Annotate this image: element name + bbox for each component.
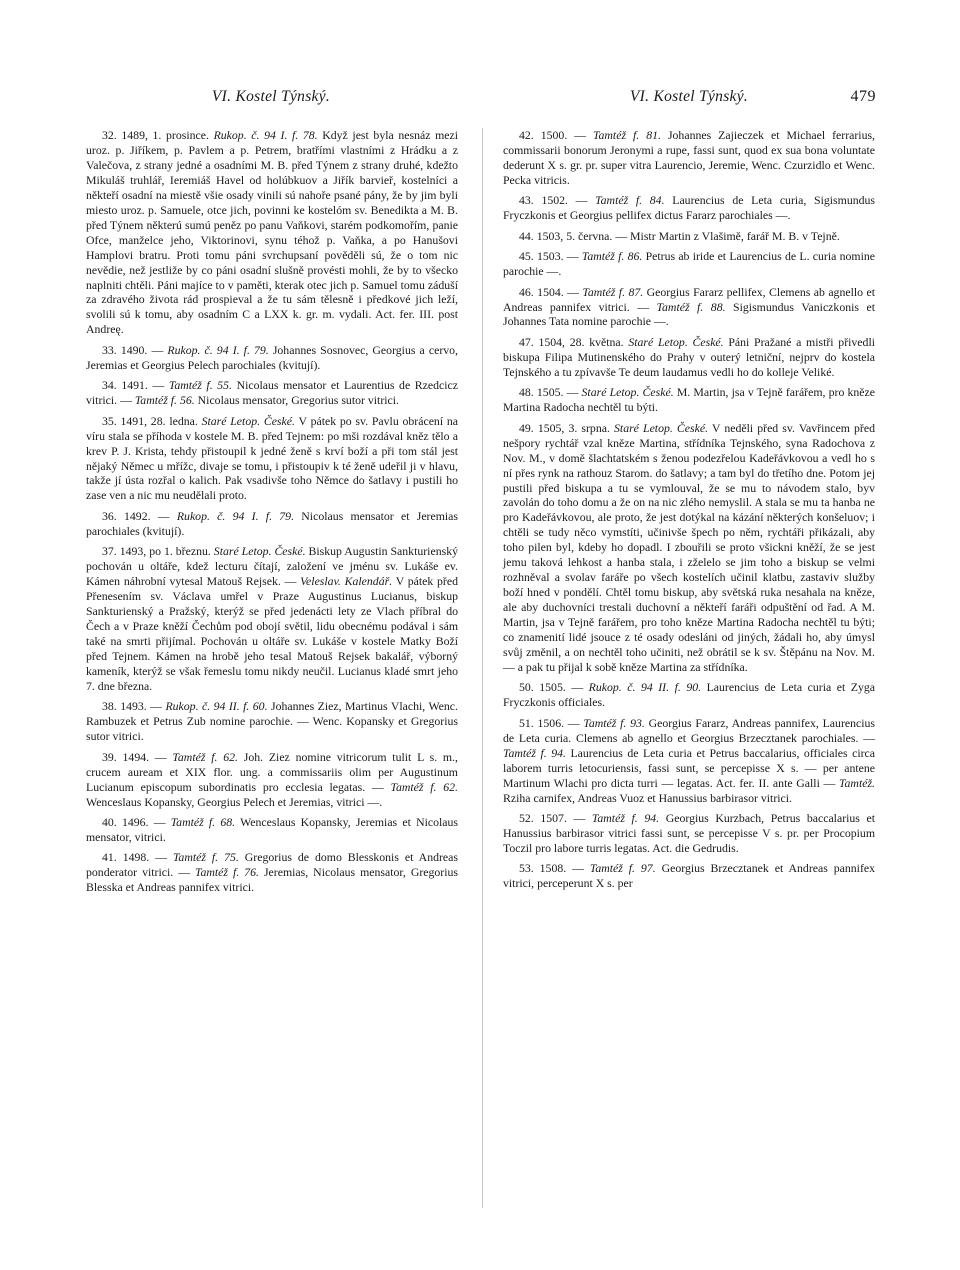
- entry-paragraph: 43. 1502. — Tamtéž f. 84. Laurencius de Leta curia, Sigismundus Fryczkonis et Georgius pellifex dictus Fararz parochiales —.: [503, 193, 876, 223]
- entry-paragraph: 36. 1492. — Rukop. č. 94 I. f. 79. Nicolaus mensator et Jeremias parochiales (kvitují).: [86, 508, 458, 538]
- entry-paragraph: 39. 1494. — Tamtéž f. 62. Joh. Ziez nomine vitricorum tulit L s. m., crucem auream et XIX flor. ung. a commissariis olim per Augustinum Lucianum episcopum subordinatis pro ecclesia legatas. — Tamtéž f. 62. Wenceslaus Kopansky, Georgius Pelech et Jeremias, vitrici —.: [86, 749, 459, 809]
- left-column: [86, 128, 458, 901]
- column-divider: [482, 128, 483, 1208]
- entry-paragraph: 46. 1504. — Tamtéž f. 87. Georgius Fararz pellifex, Clemens ab agnello et Andreas pannifex vitrici. — Tamtéž f. 88. Sigismundus Vaniczkonis et Johannes Tata nomine parochie —.: [503, 284, 876, 329]
- entry-paragraph: 51. 1506. — Tamtéž f. 93. Georgius Fararz, Andreas pannifex, Laurencius de Leta curia. Clemens ab agnello et Georgius Brzecztanek parochiales. — Tamtéž f. 94. Laurencius de Leta curia et Petrus baccalarius, officiales circa laborem turris letocuriensis, fassi sunt, se percepisse X s. — per antene Martinum Wlachi pro dicta turri — legatas. Act. fer. II. ante Galli — Tamtéž. Rziha carnifex, Andreas Vuoz et Hanussius barbirasor vitrici.: [503, 715, 876, 805]
- page-header: [84, 88, 876, 118]
- running-head-left: VI. Kostel Týnský.: [211, 88, 331, 105]
- entry-paragraph: 40. 1496. — Tamtéž f. 68. Wenceslaus Kopansky, Jeremias et Nicolaus mensator, vitrici.: [86, 814, 458, 844]
- entry-paragraph: 33. 1490. — Rukop. č. 94 I. f. 79. Johannes Sosnovec, Georgius a cervo, Jeremias et Georgius Pelech parochiales (kvitují).: [86, 342, 459, 372]
- entry-paragraph: 37. 1493, po 1. březnu. Staré Letop. České. Biskup Augustin Sankturienský pochován u oltáře, kdež lecturu čítají, založení ve jménu sv. Lukáše ev. Kámen náhrobní vytesal Matouš Rejsek. — Veleslav. Kalendář. V pátek před Přenesením sv. Václava umřel v Praze Augustinus Lucianus, biskup Sankturienský a Pražský, kterýž se před jedenácti lety ze Vlach příbral do Čech a v Praze kněží Čechům pod obojí světil, lidu obecnému podával i sám také na smrti přijímal. Pochován u oltáře sv. Lukáše v kostele Matky Boží před Tejnem. Kámen na hrobě jeho tesal Matouš Rejsek bakalář, výborný kameník, kterýž se však řemeslu tomu nikdy neučil. Lucianus kladé smrt jeho 7. dne března.: [86, 544, 459, 693]
- entry-paragraph: 53. 1508. — Tamtéž f. 97. Georgius Brzecztanek et Andreas pannifex vitrici, perceperunt X s. per: [503, 861, 876, 891]
- entry-paragraph: 38. 1493. — Rukop. č. 94 II. f. 60. Johannes Ziez, Martinus Vlachi, Wenc. Rambuzek et Petrus Zub nomine parochie. — Wenc. Kopansky et Gregorius sutor vitrici.: [86, 699, 458, 744]
- entry-paragraph: 45. 1503. — Tamtéž f. 86. Petrus ab iride et Laurencius de L. curia nomine parochie —.: [503, 249, 875, 279]
- entry-paragraph: 35. 1491, 28. ledna. Staré Letop. České. V pátek po sv. Pavlu obrácení na víru stala se příhoda v kostele M. B. před Tejnem: po mši rozdával kněz tělo a krev P. J. Krista, tehdy přistoupil k jedné ženě s krví boží a při tom stál jest nějaký Němec u mřížc, divaje se tomu, i přistoupiv k té ženě udeřil ji v hlavu, takže jí ústa rozřal o kalich. Pak vsadivše toho Němce do šatlavy i pustili ho zase ven a nic mu neudělali proto.: [86, 413, 459, 503]
- entry-paragraph: 44. 1503, 5. června. — Mistr Martin z Vlašimě, farář M. B. v Tejně.: [519, 228, 840, 243]
- entry-paragraph: 50. 1505. — Rukop. č. 94 II. f. 90. Laurencius de Leta curia et Zyga Fryczkonis officiales.: [503, 680, 875, 710]
- entry-paragraph: 48. 1505. — Staré Letop. České. M. Martin, jsa v Tejně farářem, pro kněze Martina Radocha nechtěl tu býti.: [503, 385, 875, 415]
- entry-paragraph: 42. 1500. — Tamtéž f. 81. Johannes Zajieczek et Michael ferrarius, commissarii bonorum Jeronymi a rupe, fassi sunt, quod ex sua bona voluntate dederunt X s. gr. pr. super vitra Laurencio, Jeremie, Wenc. Czurzidlo et Wenc. Pecka vitricis.: [503, 128, 876, 187]
- right-column: [503, 128, 875, 897]
- entry-paragraph: 47. 1504, 28. května. Staré Letop. České. Páni Pražané a mistři přivedli biskupa Filipa Mutinenského do Prahy v outerý letniční, nejprv do kostela Tejnského a tu zpívavše Te deum laudamus vedli ho do kolleje Veliké.: [503, 334, 875, 379]
- entry-paragraph: 49. 1505, 3. srpna. Staré Letop. České. V neděli před sv. Vavřincem před nešpory rychtář vzal kněze Martina, střídníka Tejnského, syna Radochova z Nov. M., v domě šlachtatském s ženou podezřelou Kadeřávkovou a vedl ho s ní přes rynk na rathouz Starom. do šatlavy; a tam byl do třetího dne. Potom jej pustili před biskupa a tu se vymlouval, že se mu to návodem stalo, byv zavolán do toho domu a že on na nic zlého nemyslil. A stala se mu ta hanba ne pro Kadeřávkovou, ale proto, že jest dotýkal na kázání některých konšeluov; i chtěli se tudy něco vymstíti, učinivše špech po něm, rychtáři přikázali, aby toho pilen byl, kdeby ho dopadl. I zbouřili se proto všickni kněží, že se jest jemu taková lehkost a hanba stala, i zželelo se jim toho a biskup se velmi rozhněval a svolav faráře po všech kostelích učinil klatbu, zastaviv služby boží hned v pondělí. Chtěl tomu biskup, aby světská ruka nesahala na kněze, ale aby duchovníci trestali duchovní a někteří faráři odpuštění od řad. A M. Martin, jsa v Tejně farářem, pro toho kněze Martina Radocha nechtěl tu býti; co znamenití lidé jsouce z té osady odesláni od jiných, žádali ho, aby úmysl svůj změnil, a on nechtěl toho učiniti, než obrátil se k sv. Štěpánu na Nov. M. — a pak tu přijal k sobě kněze Martina za střídníka.: [503, 420, 875, 674]
- entry-paragraph: 52. 1507. — Tamtéž f. 94. Georgius Kurzbach, Petrus baccalarius et Hanussius barbirasor vitrici fassi sunt, se percepisse V s. pr. per Procopium Toczil pro labore turris legatas. Act. die Gedrudis.: [503, 811, 876, 855]
- running-head-right: VI. Kostel Týnský.: [629, 88, 749, 105]
- page-number: 479: [850, 88, 876, 105]
- entry-paragraph: 32. 1489, 1. prosince. Rukop. č. 94 I. f. 78. Když jest byla nesnáz mezi uroz. p. Jiříkem, p. Pavlem a p. Petrem, bratřími vlastními z Hrádku a z Valečova, z strany jedné a osadními M. B. před Týnem z strany druhé, kdežto Mikuláš truhlář, Ieremiáš Havel od holúbkuov a Jiřík barvieř, kostelníci a někteří osadní na miestě všie osady vinili sú nahoře psané pány, že by jim byli miesto uroz. p. Samuele, otce jich, povinni ke kostelóm sv. Benedikta a M. B. před Týnem některú sumú peněz po panu Vaňkovi, starém podkomořím, panie Ofce, manželce jeho, Viktorinovi, synu téhož p. Vaňka, a po Hanušovi Hamplovi bratru. Proti tomu páni svrchupsaní pověděli sú, že o tom nic nevědie, než jestliže by co páni osadní slušně provésti mohli, že by to všecko naplniti chtěli. Páni majíce to v paměti, kterak otec jich p. Samuel tomu záduší za zdravého života rád prospieval a že tu sám tělesně i předkové jich leží, svolili sú k tomu, aby osadním C a LXX k. gr. m. vydali. Act. fer. III. post Andreę.: [86, 128, 458, 337]
- entry-paragraph: 41. 1498. — Tamtéž f. 75. Gregorius de domo Blesskonis et Andreas ponderator vitrici. — Tamtéž f. 76. Jeremias, Nicolaus mensator, Gregorius Blesska et Andreas pannifex vitrici.: [86, 850, 458, 895]
- entry-paragraph: 34. 1491. — Tamtéž f. 55. Nicolaus mensator et Laurentius de Rzedcicz vitrici. — Tamtéž f. 56. Nicolaus mensator, Gregorius sutor vitrici.: [86, 378, 459, 408]
